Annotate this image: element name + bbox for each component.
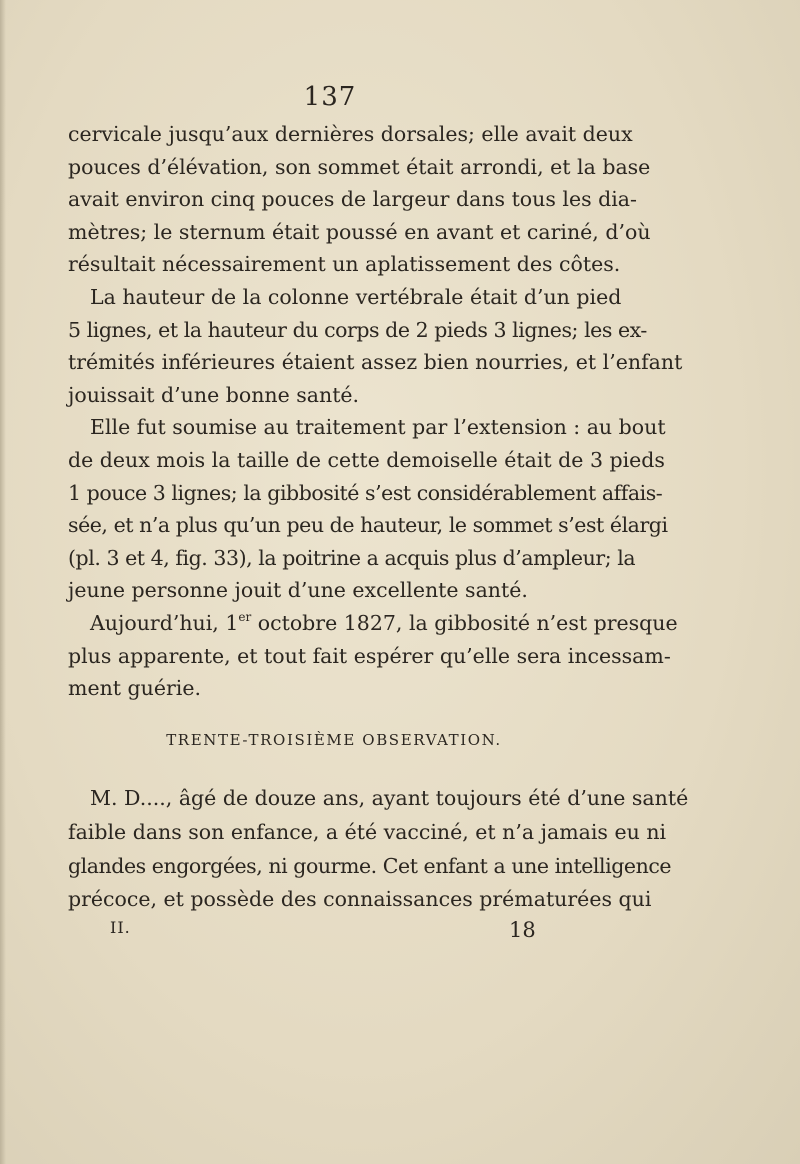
paragraph-2 bbox=[68, 281, 683, 411]
page-footer bbox=[68, 918, 600, 948]
text-fragment: octobre 1827, la gibbosité n’est presque bbox=[257, 610, 678, 635]
page-edge-shadow bbox=[0, 0, 6, 1164]
text-line: mètres; le sternum était poussé en avant et cariné, d’où bbox=[68, 219, 651, 244]
text-line bbox=[68, 607, 678, 640]
text-line: jouissait d’une bonne santé. bbox=[68, 382, 360, 407]
text-line: faible dans son enfance, a été vacciné, et n’a jamais eu ni bbox=[68, 819, 667, 844]
page-number: 137 bbox=[303, 82, 357, 112]
paragraph-4 bbox=[68, 607, 678, 705]
text-line: résultait nécessairement un aplatissement des côtes. bbox=[68, 252, 621, 277]
superscript: er bbox=[238, 609, 252, 624]
paragraph-1 bbox=[68, 118, 651, 281]
observation-paragraph bbox=[68, 782, 689, 917]
text-line: La hauteur de la colonne vertébrale était d’un pied bbox=[90, 284, 622, 309]
text-line: ment guérie. bbox=[68, 676, 201, 701]
text-line: pouces d’élévation, son sommet était arrondi, et la base bbox=[68, 154, 651, 179]
text-line: cervicale jusqu’aux dernières dorsales; elle avait deux bbox=[68, 122, 633, 146]
folio-number: 18 bbox=[509, 918, 536, 942]
text-line: M. D...., âgé de douze ans, ayant toujours été d’une santé bbox=[90, 786, 689, 810]
section-heading: TRENTE-TROISIÈME OBSERVATION. bbox=[166, 731, 502, 749]
text-line: de deux mois la taille de cette demoiselle était de 3 pieds bbox=[68, 447, 665, 472]
text-line: Elle fut soumise au traitement par l’extension : au bout bbox=[90, 415, 666, 440]
text-line: plus apparente, et tout fait espérer qu’elle sera incessam- bbox=[68, 643, 671, 668]
text-line: 1 pouce 3 lignes; la gibbosité s’est considérablement affais- bbox=[68, 480, 663, 505]
text-line: (pl. 3 et 4, fig. 33), la poitrine a acquis plus d’ampleur; la bbox=[68, 545, 636, 570]
text-line: trémités inférieures étaient assez bien nourries, et l’enfant bbox=[68, 350, 683, 375]
text-line: 5 lignes, et la hauteur du corps de 2 pieds 3 lignes; les ex- bbox=[68, 317, 647, 342]
text-fragment: Aujourd’hui, 1 bbox=[90, 610, 239, 635]
text-line: jeune personne jouit d’une excellente santé. bbox=[68, 578, 528, 603]
text-line: précoce, et possède des connaissances prématurées qui bbox=[68, 887, 652, 912]
text-line: sée, et n’a plus qu’un peu de hauteur, le sommet s’est élargi bbox=[68, 513, 668, 538]
text-line: glandes engorgées, ni gourme. Cet enfant a une intelligence bbox=[68, 853, 672, 878]
signature-mark: II. bbox=[110, 918, 131, 937]
paragraph-3 bbox=[68, 411, 668, 607]
body-text bbox=[68, 118, 683, 705]
text-line: avait environ cinq pouces de largeur dans tous les dia- bbox=[68, 187, 637, 212]
